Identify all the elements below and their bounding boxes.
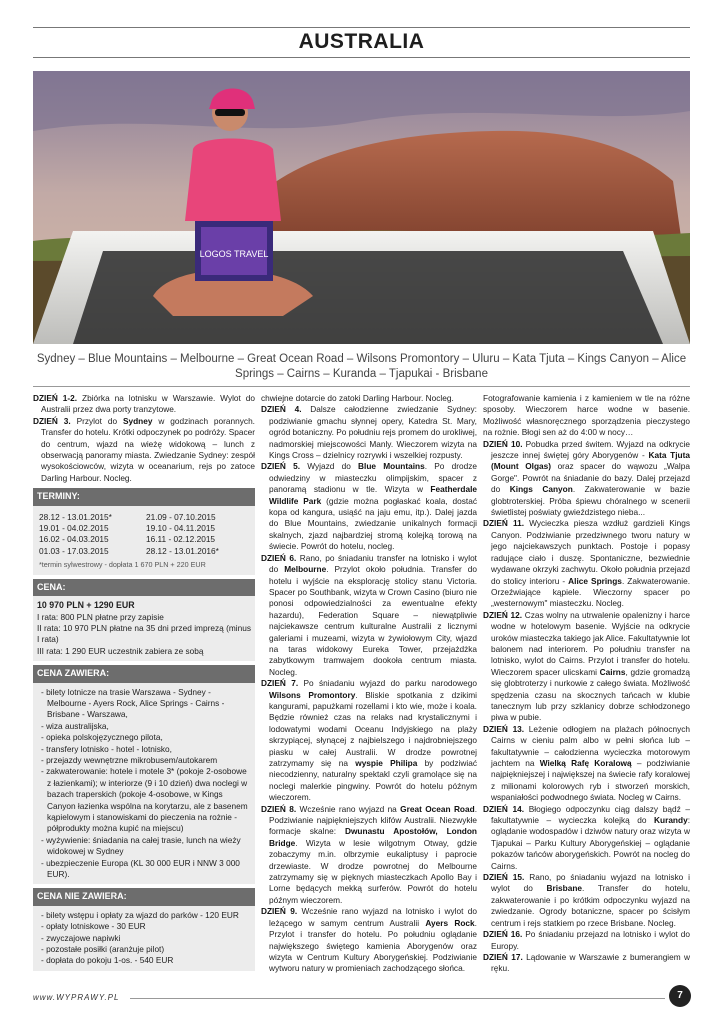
day-text: Rano, po śniadaniu transfer na lotnisko i wylot do	[269, 552, 477, 575]
includes-item: - opieka polskojęzycznego pilota,	[41, 732, 163, 743]
includes-box	[33, 683, 255, 885]
term-date: 16.02 - 04.03.2015	[39, 534, 109, 545]
hero-photo	[33, 71, 690, 344]
term-date: 28.12 - 13.01.2015*	[39, 511, 112, 522]
excludes-item: - zwyczajowe napiwki	[41, 932, 121, 943]
route-summary: Sydney – Blue Mountains – Melbourne – Great Ocean Road – Wilsons Promontory – Uluru – Kata Tjuta – Kings Canyon – Alice Springs – Cairns – Kuranda – Tjapukai - Brisbane	[36, 353, 687, 380]
day-label: DZIEŃ 3.	[33, 415, 71, 426]
day-paragraph	[483, 393, 690, 439]
day-paragraph	[483, 804, 690, 872]
day-text: Błogiego odpoczynku ciąg dalszy bądź – fakultatywnie – wycieczka kolejką do	[491, 803, 690, 826]
day-text: . Podziwianie najpiękniejszych klifów Australii. Niezwykłe formacje skalne:	[269, 803, 477, 837]
day-text: Zbiórka na lotnisku w Warszawie. Wylot do Australii przez dwa porty tranzytowe.	[41, 393, 255, 415]
terms-heading: TERMINY:	[33, 488, 255, 505]
day-paragraph	[261, 553, 477, 678]
day-text: – podziwianie najpiękniejszej i największej na świecie rafy koralowej z milionami kolorowych ryb i stworzeń morskich, wspaniałości podwodnego świata. Nocleg w Cairns.	[491, 758, 690, 803]
day-text: , gdzie gromadzą się globtroterzy i nurkowie z całego świata. Możliwość spędzenia czasu na skocznych tańcach w klubie tanecznym lub przy szklanicy dobrze schłodzonego piwa w pubie.	[491, 666, 690, 723]
includes-item: - wyżywienie: śniadania na całej trasie, lunch na wieży widokowej w Sydney	[41, 834, 241, 857]
day-label: DZIEŃ 1-2.	[33, 393, 78, 403]
day-text: Fotografowanie kamienia i z kamieniem w tle na różne sposoby. Wieczorem harce wodne w basenie. Możliwość własnoręcznego sporządzenia pieczystego na rożnie. Błogi sen aż do 4:00 w nocy…	[483, 393, 690, 438]
day-text: Dalsze całodzienne zwiedzanie Sydney: podziwianie gmachu słynnej opery, Katedra St. Mary, ogród botaniczny. Po południu rejs promem do urokliwej, nadmorskiej miejscowości Manly. Wieczorem wizyta na Kings Cross – dzielnicy rozrywki i wszelkiej rozpusty.	[269, 404, 477, 461]
day-paragraph	[261, 393, 477, 404]
day-text: Wycieczka pieszа wzdłuż gardzieli Kings Canyon. Podziwianie przedziwnego tworu natury w jego najciekawszych punktach. Postoje i popasy radujące ciało i duszę. Spontaniczne, bezwiednie wydawane okrzyki zachwytu. Około południa przejazd do stolicy interioru -	[491, 518, 690, 586]
uluru-scene-illustration	[33, 71, 690, 344]
page-number: 7	[669, 985, 691, 1007]
title-rule	[33, 57, 690, 58]
place-name: Sydney	[122, 415, 153, 426]
day-text: . Wizyta w lesie wilgotnym Otway, gdzie zobaczymy m.in. olbrzymie eukaliptusy i paprocie drzewiaste. W drodze powrotnej do Melbourne zatrzymamy się w pięknych miasteczkach Apollo Bay i Lorne będących mekką surferów. Powrót do hotelu późnym wieczorem.	[269, 837, 477, 905]
column-3	[483, 393, 690, 975]
day-label: DZIEŃ 6.	[261, 552, 297, 563]
day-text: Lądowanie w Warszawie z bumerangiem w ręku.	[491, 951, 691, 974]
day-text: . Przylot około południa. Transfer do hotelu i wyjście na eksplorację stolicy stanu Victoria. Spacer po Southbank, wizyta w Crown Casino (biuro nie ponosi odpowiedzialności za ewentualne efekty hazardu), Federation Square – niewątpliwie najciekawsze centrum kulturalne Australii z licznymi galeriami i muzeami, wizyta w żywiołowym City, wjazd na taras widokowy Eureka Tower, przejażdżka zabytkowym tramwajem dookoła centrum miasta. Nocleg.	[269, 564, 477, 677]
day-text: . Po drodze odwiedziny w miasteczku olimpijskim, spacer z panoramą stadionu w tle. Wizyta w	[269, 461, 477, 495]
day-paragraph	[261, 404, 477, 461]
day-paragraph	[483, 872, 690, 929]
day-text: Po śniadaniu wyjazd do parku narodowego	[298, 678, 477, 689]
day-paragraph	[483, 439, 690, 519]
includes-item: - przejazdy wewnętrzne mikrobusem/autokarem	[41, 754, 218, 765]
column-1	[33, 393, 255, 971]
place-name: Melbourne	[284, 564, 327, 575]
day-label: DZIEŃ 4.	[261, 404, 302, 415]
sign-text: LOGOS TRAVEL	[199, 249, 269, 259]
place-name: Wilsons Promontory	[269, 689, 356, 700]
excludes-box	[33, 906, 255, 971]
day-text: . Przylot i transfer do hotelu. Po południu oglądanie największego świętego kamienia Aborygenów oraz wizyta w Centrum Kultury Aborygeńskiej. Podziwianie wytworu natury w promieniach zachodzącego słońca.	[269, 917, 477, 974]
day-text: Przylot do	[70, 415, 123, 426]
day-label: DZIEŃ 17.	[483, 951, 523, 962]
day-label: DZIEŃ 7.	[261, 678, 299, 689]
day-paragraph	[483, 952, 690, 975]
place-name: Kata Tjuta (Mount Olgas)	[491, 450, 690, 472]
terms-box	[33, 506, 255, 575]
day-paragraph	[483, 724, 690, 804]
price-installment: I rata: 800 PLN płatne przy zapisie	[37, 611, 164, 622]
day-text: : oglądanie wodospadów i dziwów natury oraz wizyta w Tjapukai – Parku Kultury Aborygeńskiej – oglądanie pokazów tańców aborygeńskich. Powrót na nocleg do Cairns.	[491, 815, 690, 871]
includes-item: - wiza australijska,	[41, 720, 109, 731]
column-2	[261, 393, 477, 975]
day-text: . Zakwaterowanie. Orzeźwiające kąpiele. Wieczorny spacer po „westernowym" miasteczku. Nocleg.	[491, 575, 690, 609]
excludes-item: - dopłata do pokoju 1-os. - 540 EUR	[41, 955, 174, 966]
day-label: DZIEŃ 16.	[483, 929, 523, 940]
day-label: DZIEŃ 10.	[483, 438, 523, 449]
place-name: Alice Springs	[568, 575, 622, 586]
day-text: Wcześnie rano wyjazd na	[296, 803, 401, 814]
includes-item: - zakwaterowanie: hotele i motele 3* (pokoje 2-osobowe z łazienkami); w interiorze (9 i 10 dzień) dwa noclegi w bazach traperskich (pokoje 4-osobowe, w Kings Canyon łazienka wspólna na korytarzu, ale z basenem kąpielowym i stanowiskami do pieczenia na rożnie - półprodukty można kupić na miejscu)	[41, 766, 248, 834]
day-label: DZIEŃ 15.	[483, 872, 525, 883]
footer-site-logo[interactable]: www.WYPRAWY.PL	[33, 993, 120, 1002]
day-text: Wcześnie rano wyjazd na lotnisko i wylot do leżącego w samym centrum Australii	[269, 906, 477, 928]
day-text: . Bliskie spotkania z dzikimi kangurami, papużkami rozellami i kto wie, może i koala. Będzie również czas na relaks nad krystalicznymi i lodowatymi wodami Oceanu Indyjskiego na plaży skrzypiącej, słynącej z najbielszego i najdrobniejszego piasku w całej Australii. W drodze powrotnej zatrzymamy się na	[269, 689, 477, 768]
excludes-heading: CENA NIE ZAWIERA:	[33, 888, 255, 905]
place-name: Cairns	[599, 666, 626, 677]
day-label: DZIEŃ 11.	[483, 518, 525, 529]
excludes-item: - bilety wstępu i opłaty za wjazd do parków - 120 EUR	[41, 909, 239, 920]
footer-rule	[130, 998, 665, 999]
day-text: (gdzie można pogłaskać koala, dostać kopa od kangura, usiąść na jaju emu, itp.). Dalej jazda do Blue Mountains, zwiedzanie unikalnych formacji skalnych, zjazd najbardziej stromą kolejką torową na świecie. Powrót do hotelu, nocleg.	[269, 495, 477, 552]
day-label: DZIEŃ 8.	[261, 803, 297, 814]
top-rule	[33, 27, 690, 28]
term-date: 01.03 - 17.03.2015	[39, 545, 109, 556]
term-date: 28.12 - 13.01.2016*	[146, 545, 219, 556]
day-text: . Zakwaterowanie w bazie globtroterskiej. Próba śpiewu chóralnego w scenerii świetlistej poświaty gwieździstego nieba...	[491, 484, 690, 518]
terms-dates	[37, 510, 251, 558]
term-date: 19.10 - 04.11.2015	[146, 523, 216, 534]
day-paragraph	[483, 610, 690, 724]
includes-item: - ubezpieczenie Europa (KL 30 000 EUR i NNW 3 000 EUR).	[41, 857, 240, 880]
place-name: wyspie Philipa	[355, 758, 418, 768]
term-date: 16.11 - 02.12.2015	[146, 534, 216, 545]
day-label: DZIEŃ 13.	[483, 723, 525, 734]
term-date: 19.01 - 04.02.2015	[39, 523, 109, 534]
day-text: Pobudka przed świtem. Wyjazd na odkrycie jeszcze innej świętej góry Aborygenów -	[491, 438, 690, 461]
day-text: Wyjazd do	[300, 461, 359, 472]
terms-note: *termin sylwestrowy - dopłata 1 670 PLN + 220 EUR	[39, 560, 206, 570]
place-name: Great Ocean Road	[400, 803, 475, 814]
day-label: DZIEŃ 12.	[483, 609, 523, 620]
place-name: Blue Mountains	[358, 461, 425, 472]
day-label: DZIEŃ 14.	[483, 803, 525, 814]
page-title: AUSTRALIA	[298, 30, 425, 53]
day-paragraph	[261, 678, 477, 803]
day-label: DZIEŃ 9.	[261, 906, 298, 917]
place-name: Dwunastu Apostołów, London Bridge	[269, 826, 477, 848]
term-date: 21.09 - 07.10.2015	[146, 511, 216, 522]
day-paragraph	[261, 804, 477, 907]
price-heading: CENA:	[33, 579, 255, 596]
day-text: . Transfer do hotelu, zakwaterowanie i po krótkim odpoczynku wyjazd na zwiedzanie. Ogrody botaniczne, spacer po ścisłym centrum i rejs statkiem po rzece Brisbane. Nocleg.	[491, 883, 691, 928]
includes-item: - bilety lotnicze na trasie Warszawa - Sydney - Melbourne - Ayers Rock, Alice Springs - Cairns - Brisbane - Warszawa,	[41, 686, 225, 720]
day-text: Po śniadaniu przejazd na lotnisko i wylot do Europy.	[491, 929, 690, 951]
day-text: Rano, po śniadaniu wyjazd na lotnisko i wylot do	[491, 872, 691, 894]
price-installment: III rata: 1 290 EUR uczestnik zabiera ze sobą	[37, 645, 204, 656]
day-paragraph	[483, 929, 690, 952]
price-box	[33, 596, 255, 661]
day-text: by podziwiać niecodzienny, naturalny spektakl czyli gramolące się na noclegi malerkie pingwiny. Powrót do hotelu późnym wieczorem.	[269, 758, 477, 803]
excludes-item: - opłaty lotniskowe - 30 EUR	[41, 921, 146, 932]
place-name: Brisbane	[546, 883, 583, 894]
day-3-paragraph	[33, 416, 255, 484]
day-text: w godzinach porannych. Transfer do hotelu. Krótki odpoczynek po podróży. Spacer do centrum, wjazd na wieżę widokową – lunch z obserwacją panoramy miasta. Zwiedzanie Sydney: zespół wysokościowców, wizyta w oceanarium, rejs po zatoce Darling Harbour. Nocleg.	[41, 415, 255, 483]
day-paragraph	[483, 518, 690, 609]
place-name: Kings Canyon	[509, 484, 573, 495]
day-text: oraz spacer do wąwozu „Walpa Gorge". Powrót na śniadanie do bazy. Dalej przejazd do	[491, 461, 690, 495]
day-text: Leżenie odłogiem na plażach północnych Cairns w cieniu palm albo w pełni słońca lub – fakultatywnie – całodzienna wycieczka motorowym jachtem na	[491, 723, 691, 768]
day-1-2-paragraph	[33, 393, 255, 416]
price-installment: II rata: 10 970 PLN płatne na 35 dni przed imprezą (minus I rata)	[37, 622, 251, 645]
includes-item: - transfery lotnisko - hotel - lotnisko,	[41, 743, 172, 754]
day-text: chwiejne dotarcie do zatoki Darling Harbour. Nocleg.	[261, 393, 454, 403]
excludes-item: - pozostałe posiłki (aranżuje pilot)	[41, 944, 165, 955]
price-total: 10 970 PLN + 1290 EUR	[37, 600, 135, 611]
place-name: Featherdale Wildlife Park	[269, 484, 477, 506]
day-paragraph	[261, 461, 477, 552]
day-label: DZIEŃ 5.	[261, 461, 301, 472]
day-paragraph	[261, 906, 477, 974]
day-text: Czas wolny na utrwalenie opalenizny i harce wodne w hotelowym basenie. Wyjście na odkrycie uroków miasteczka takiego jak Alice. Fakultatywnie lot balonem nad interiorem. Po południu transfer na lotnisko, wylot do Cairns. Przylot i transfer do hotelu. Wieczorem spacer ulicskami	[491, 609, 690, 677]
route-rule	[33, 386, 690, 387]
includes-heading: CENA ZAWIERA:	[33, 665, 255, 682]
place-name: Wielką Rafę Koralową	[539, 758, 632, 768]
place-name: Ayers Rock	[425, 917, 475, 928]
place-name: Kurandy	[654, 815, 688, 826]
